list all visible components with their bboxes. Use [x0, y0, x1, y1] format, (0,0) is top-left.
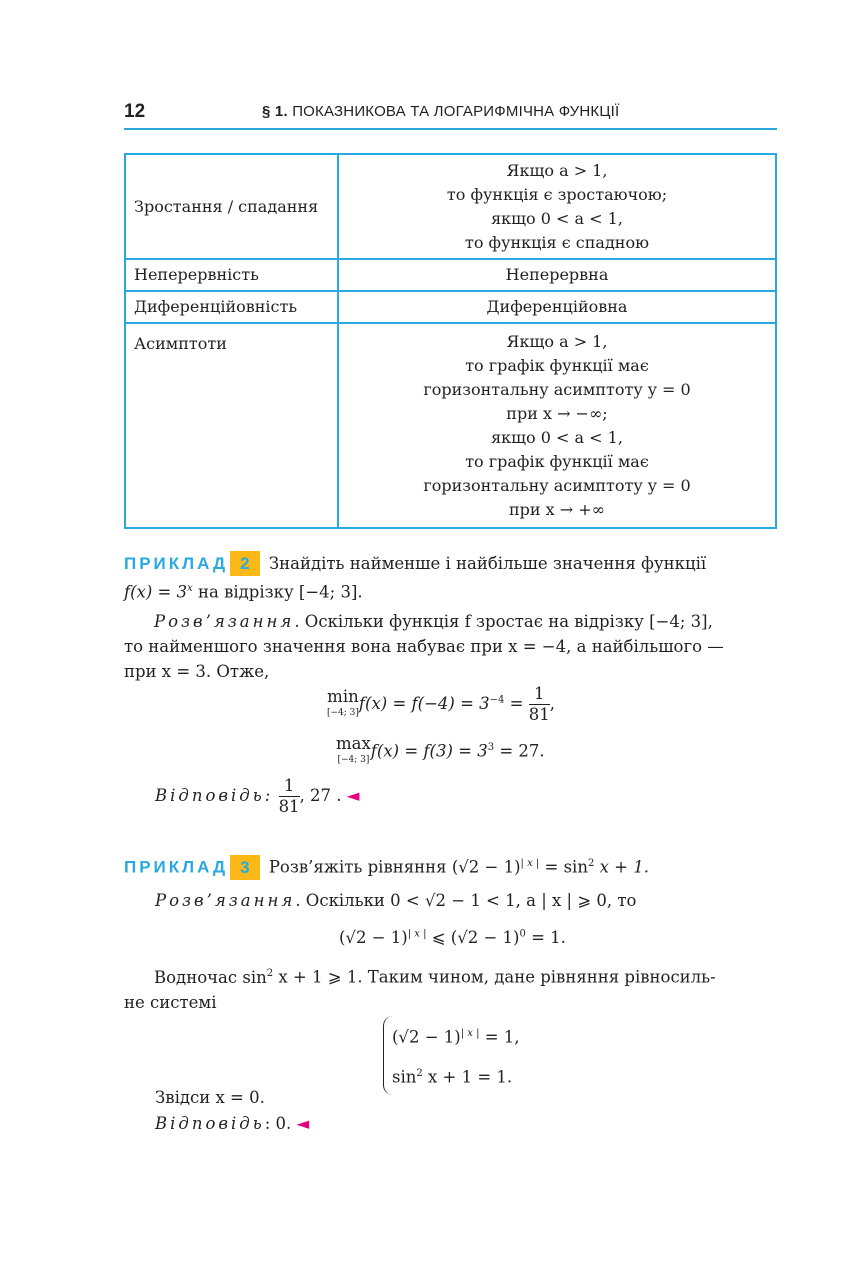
example-badge: ПРИКЛАД [124, 857, 229, 877]
task-text: Розв’яжіть рівняння [268, 857, 447, 877]
inequality-zero-exponent: 0 [519, 928, 526, 940]
example-3-answer [155, 1111, 309, 1136]
system-equation-1 [392, 1016, 520, 1056]
solution-label: Розв’язання [154, 612, 295, 631]
value-line: то функція є зростаючою; [446, 184, 668, 204]
example-3-solution [155, 888, 775, 913]
value-line: Диференційовна [486, 297, 628, 316]
equals-sign: = [504, 694, 529, 713]
section-title: ПОКАЗНИКОВА ТА ЛОГАРИФМІЧНА ФУНКЦІЇ [292, 103, 620, 120]
max-result: = 27. [494, 741, 545, 761]
end-of-solution-icon: ◄ [346, 786, 360, 805]
fraction-numerator: 1 [533, 684, 545, 703]
equation-system [383, 1016, 520, 1095]
min-exponent: −4 [489, 694, 505, 706]
value-line: якщо 0 < a < 1, [491, 427, 623, 447]
answer-value: : 0. [264, 1114, 292, 1133]
example-2-answer [155, 776, 360, 817]
example-3-conclusion: Звідси x = 0. [155, 1088, 265, 1107]
system-right: = 1, [479, 1027, 520, 1047]
property-cell: Зростання / спадання [125, 154, 338, 259]
task-equation-tail: x + 1. [594, 857, 649, 877]
inequality-left: (√2 − 1) [339, 928, 408, 947]
system-power: 2 [416, 1067, 423, 1079]
value-cell [338, 259, 776, 291]
header-rule [124, 128, 777, 130]
value-line: при x → +∞ [509, 499, 605, 519]
system-right: x + 1 = 1. [422, 1067, 513, 1086]
table-row [125, 154, 776, 259]
solution-text: . Оскільки функція f зростає на відрізку [−4; 3], [294, 612, 713, 631]
value-line: то функція є спадною [464, 232, 650, 252]
value-line: при x → −∞; [506, 403, 608, 423]
value-line: горизонтальну асимптоту y = 0 [423, 475, 691, 495]
value-line: якщо 0 < a < 1, [491, 208, 623, 228]
solution-text: при x = 3. Отже, [124, 662, 270, 681]
max-interval: [−4; 3] [337, 755, 370, 765]
inequality-formula [339, 928, 566, 947]
task-equation-power: 2 [587, 858, 595, 869]
meanwhile-power: 2 [266, 968, 274, 979]
example-number: 3 [230, 855, 259, 880]
fraction-numerator: 1 [283, 776, 295, 795]
value-line: то графік функції має [465, 355, 649, 375]
running-header [262, 103, 619, 120]
page-number: 12 [124, 101, 146, 122]
inequality-exponent: | x | [407, 928, 427, 940]
example-2-solution [124, 609, 777, 684]
inequality-right: = 1. [525, 928, 566, 947]
answer-label: Відповідь [155, 1114, 265, 1133]
example-3-task [124, 851, 777, 880]
solution-label: Розв’язання [155, 891, 296, 910]
answer-value: , 27 . [299, 786, 342, 805]
min-expression: f(x) = f(−4) = 3 [358, 694, 490, 713]
value-line: горизонтальну асимптоту y = 0 [423, 379, 691, 399]
task-interval: на відрізку [−4; 3]. [192, 582, 363, 602]
properties-table [124, 153, 777, 529]
system-exponent: | x | [460, 1028, 480, 1039]
task-equation-right: = sin [539, 857, 588, 877]
property-cell: Неперервність [125, 259, 338, 291]
fraction-denominator: 81 [528, 705, 550, 724]
table-row [125, 259, 776, 291]
fraction-denominator: 81 [278, 797, 300, 816]
answer-label: Відповідь: [155, 786, 274, 805]
example-number: 2 [230, 551, 259, 576]
end-of-solution-icon: ◄ [296, 1114, 310, 1133]
meanwhile-text: x + 1 ⩾ 1. Таким чином, дане рівняння рівносиль- [273, 967, 716, 987]
task-function: f(x) = 3 [124, 582, 188, 602]
table-row [125, 323, 776, 528]
max-exponent: 3 [487, 742, 495, 753]
system-equation-2 [392, 1056, 520, 1096]
example-badge: ПРИКЛАД [124, 554, 229, 573]
max-word: max [336, 734, 371, 753]
value-cell [338, 291, 776, 323]
system-left: sin [392, 1067, 417, 1086]
meanwhile-text: Водночас sin [154, 967, 267, 987]
value-line: Якщо a > 1, [506, 331, 608, 351]
value-line: Якщо a > 1, [506, 160, 608, 180]
solution-text: то найменшого значення вона набуває при x = −4, а найбільшого — [124, 637, 724, 656]
value-cell [338, 323, 776, 528]
inequality-middle: ⩽ (√2 − 1) [426, 928, 520, 947]
task-equation-left: (√2 − 1) [451, 857, 521, 877]
value-line: то графік функції має [465, 451, 649, 471]
example-3-meanwhile [124, 961, 777, 1015]
max-expression: f(x) = f(3) = 3 [370, 741, 488, 761]
value-cell [338, 154, 776, 259]
task-exponent: x [187, 583, 193, 594]
fraction [529, 684, 550, 725]
property-cell: Асимптоти [125, 323, 338, 528]
task-text: Знайдіть найменше і найбільше значення функції [268, 554, 707, 573]
table-row [125, 291, 776, 323]
section-mark: § 1. [262, 103, 288, 120]
solution-text: . Оскільки 0 < √2 − 1 < 1, а | x | ⩾ 0, то [295, 891, 637, 910]
min-word: min [327, 686, 359, 706]
example-2-task [124, 551, 777, 605]
system-left: (√2 − 1) [392, 1027, 461, 1047]
task-equation-exponent: | x | [520, 858, 540, 869]
answer-fraction [279, 776, 300, 817]
value-line: Неперервна [505, 265, 609, 284]
property-cell: Диференційовність [125, 291, 338, 323]
min-formula: min [−4; 3] $f(x) = f(-4) = 3^{-4}$ = $\frac{1}{81}$ , [327, 684, 555, 724]
meanwhile-text: не системі [124, 992, 217, 1012]
min-interval: [−4; 3] [327, 707, 359, 718]
max-formula [336, 736, 545, 768]
